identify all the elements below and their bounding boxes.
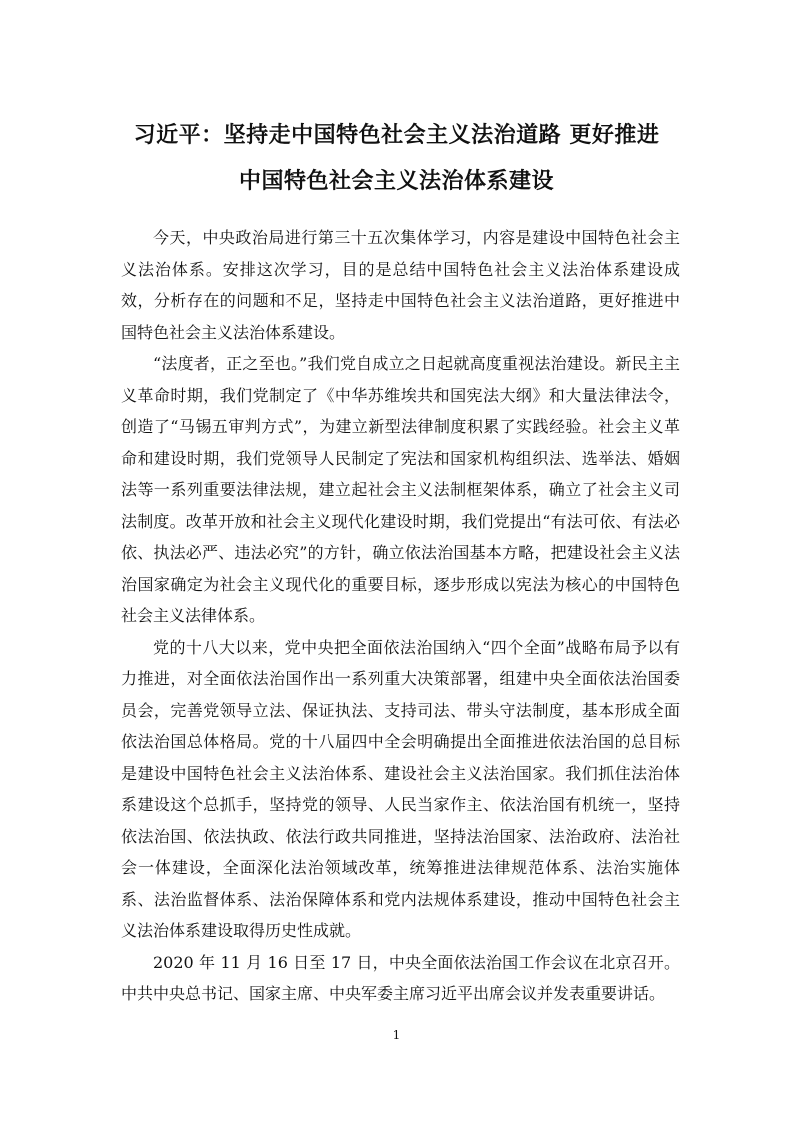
page-number: 1 [392,1028,401,1042]
article-body [121,222,680,1010]
paragraph-intro: 今天，中央政治局进行第三十五次集体学习，内容是建设中国特色社会主义法治体系。安排这次学习，目的是总结中国特色社会主义法治体系建设成效，分析存在的问题和不足，坚持走中国特色社会主义法治道路，更好推进中国特色社会主义法治体系建设。 [121,228,680,342]
paragraph-work-conference: 2020 年 11 月 16 日至 17 日，中央全面依法治国工作会议在北京召开。中共中央总书记、国家主席、中央军委主席习近平出席会议并发表重要讲话。 [121,952,680,1003]
article-title-line-1: 习近平：坚持走中国特色社会主义法治道路 更好推进 [133,123,660,148]
article-title-line-2: 中国特色社会主义法治体系建设 [238,169,554,194]
paragraph-history: “法度者，正之至也。”我们党自成立之日起就高度重视法治建设。新民主主义革命时期，我们党制定了《中华苏维埃共和国宪法大纲》和大量法律法令，创造了“马锡五审判方式”，为建立新型法律制度积累了实践经验。社会主义革命和建设时期，我们党领导人民制定了宪法和国家机构组织法、选举法、婚姻法等一系列重要法律法规，建立起社会主义法制框架体系，确立了社会主义司法制度。改革开放和社会主义现代化建设时期，我们党提出“有法可依、有法必依、执法必严、违法必究”的方针，确立依法治国基本方略，把建设社会主义法治国家确定为社会主义现代化的重要目标，逐步形成以宪法为核心的中国特色社会主义法律体系。 [121,354,680,625]
paragraph-eighteenth-congress: 党的十八大以来，党中央把全面依法治国纳入“四个全面”战略布局予以有力推进，对全面依法治国作出一系列重大决策部署，组建中央全面依法治国委员会，完善党领导立法、保证执法、支持司法、带头守法制度，基本形成全面依法治国总体格局。党的十八届四中全会明确提出全面推进依法治国的总目标是建设中国特色社会主义法治体系、建设社会主义法治国家。我们抓住法治体系建设这个总抓手，坚持党的领导、人民当家作主、依法治国有机统一，坚持依法治国、依法执政、依法行政共同推进，坚持法治国家、法治政府、法治社会一体建设，全面深化法治领域改革，统筹推进法律规范体系、法治实施体系、法治监督体系、法治保障体系和党内法规体系建设，推动中国特色社会主义法治体系建设取得历史性成就。 [121,637,680,940]
